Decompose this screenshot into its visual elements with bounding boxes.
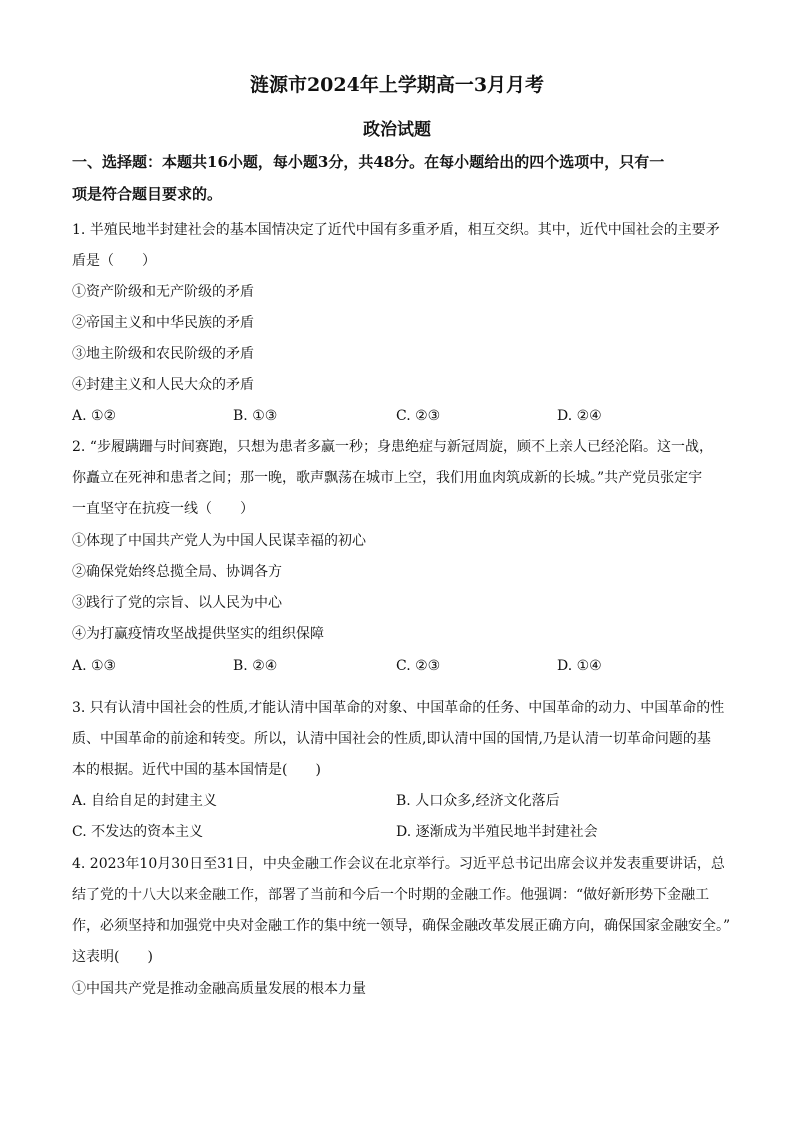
question-4-stem-cont: 这表明( ) — [72, 949, 153, 965]
question-1-option-a: A. ①② — [72, 408, 117, 424]
section-heading-cont: 项是符合题目要求的。 — [72, 185, 223, 203]
question-1-item: ③地主阶级和农民阶级的矛盾 — [72, 346, 254, 362]
question-3-stem-cont: 质、中国革命的前途和转变。所以，认清中国社会的性质,即认清中国的国情,乃是认清一切革命问题的基 — [72, 731, 711, 747]
question-1-item: ②帝国主义和中华民族的矛盾 — [72, 315, 254, 331]
question-3-option-a: A. 自给自足的封建主义 — [72, 793, 218, 809]
question-1-option-c: C. ②③ — [396, 408, 441, 424]
question-1-item: ①资产阶级和无产阶级的矛盾 — [72, 284, 254, 300]
question-3-stem: 3. 只有认清中国社会的性质,才能认清中国革命的对象、中国革命的任务、中国革命的动力、中国革命的性 — [72, 700, 725, 716]
question-2-item: ②确保党始终总揽全局、协调各方 — [72, 564, 282, 580]
exam-title: 涟源市2024年上学期高一3月月考 — [249, 74, 545, 96]
question-2-stem-cont: 你矗立在死神和患者之间；那一晚，歌声飘荡在城市上空，我们用血肉筑成新的长城。”共产党员张定宇 — [72, 470, 703, 486]
question-2-stem-cont: 一直坚守在抗疫一线（ ） — [72, 501, 254, 517]
question-3-option-b: B. 人口众多,经济文化落后 — [396, 793, 560, 809]
exam-subject: 政治试题 — [363, 120, 431, 140]
question-2-option-a: A. ①③ — [72, 658, 117, 674]
question-2-item: ③践行了党的宗旨、以人民为中心 — [72, 595, 282, 611]
question-1-option-d: D. ②④ — [557, 408, 602, 424]
question-2-option-d: D. ①④ — [557, 658, 602, 674]
question-3-option-d: D. 逐渐成为半殖民地半封建社会 — [396, 824, 598, 840]
question-2-item: ④为打赢疫情攻坚战提供坚实的组织保障 — [72, 626, 324, 642]
question-2-option-b: B. ②④ — [233, 658, 278, 674]
question-4-stem-cont: 作，必须坚持和加强党中央对金融工作的集中统一领导，确保金融改革发展正确方向，确保国家金融安全。” — [72, 918, 731, 934]
question-3-option-c: C. 不发达的资本主义 — [72, 824, 204, 840]
section-heading: 一、选择题：本题共16小题，每小题3分，共48分。在每小题给出的四个选项中，只有一 — [72, 153, 665, 171]
question-2-item: ①体现了中国共产党人为中国人民谋幸福的初心 — [72, 533, 366, 549]
question-1-stem: 1. 半殖民地半封建社会的基本国情决定了近代中国有多重矛盾，相互交织。其中，近代中国社会的主要矛 — [72, 222, 720, 238]
question-2-stem: 2. “步履蹒跚与时间赛跑，只想为患者多赢一秒；身患绝症与新冠周旋，顾不上亲人已经沦陷。这一战， — [72, 439, 713, 455]
question-1-option-b: B. ①③ — [233, 408, 278, 424]
question-3-stem-cont: 本的根据。近代中国的基本国情是( ) — [72, 762, 321, 778]
question-4-stem-cont: 结了党的十八大以来金融工作，部署了当前和今后一个时期的金融工作。他强调：“做好新形势下金融工 — [72, 887, 710, 903]
question-4-item: ①中国共产党是推动金融高质量发展的根本力量 — [72, 981, 366, 997]
question-2-option-c: C. ②③ — [396, 658, 441, 674]
question-4-stem: 4. 2023年10月30日至31日，中央金融工作会议在北京举行。习近平总书记出席会议并发表重要讲话，总 — [72, 856, 725, 872]
question-1-item: ④封建主义和人民大众的矛盾 — [72, 377, 254, 393]
question-1-stem-cont: 盾是（ ） — [72, 253, 156, 269]
